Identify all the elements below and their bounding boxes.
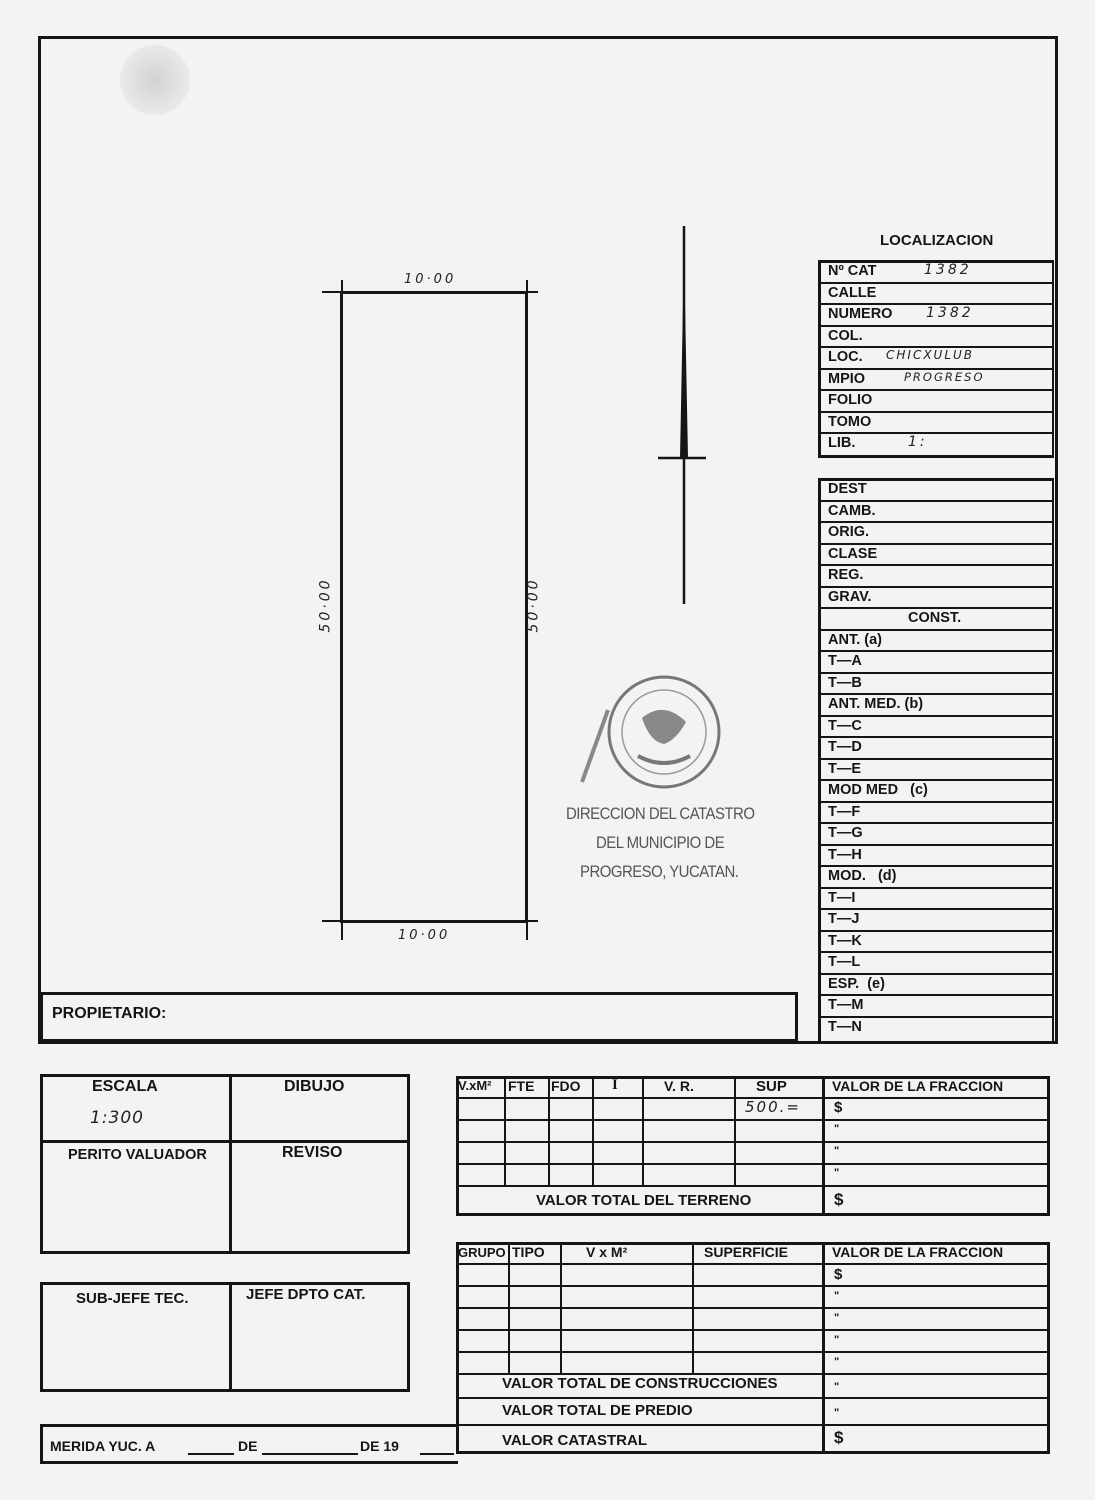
lot-outline	[340, 291, 528, 923]
field-camb[interactable]: CAMB.	[820, 502, 1052, 524]
lot-bottom-dimension: 10·00	[398, 928, 451, 943]
land-col-header: V. R.	[664, 1078, 694, 1094]
field-tomo[interactable]: TOMO	[820, 413, 1052, 435]
const-row[interactable]: T—E	[820, 760, 1052, 782]
const-row[interactable]: T—B	[820, 674, 1052, 696]
total-predio-mark: "	[834, 1407, 840, 1419]
land-col-header: V.xM²	[458, 1078, 492, 1093]
owner-label: PROPIETARIO:	[52, 1005, 167, 1022]
divider	[822, 1242, 825, 1454]
seal-icon	[572, 670, 742, 800]
stamp-line1: DIRECCION DEL CATASTRO	[566, 804, 755, 823]
divider	[456, 1141, 1050, 1143]
lot-left-ext	[341, 280, 343, 940]
total-predio-label: VALOR TOTAL DE PREDIO	[502, 1402, 693, 1419]
lot-bottom-ext	[322, 920, 538, 922]
divider	[548, 1076, 550, 1185]
const-row[interactable]: T—A	[820, 652, 1052, 674]
divider	[592, 1076, 594, 1185]
smudge-mark	[120, 45, 190, 115]
date-month-blank[interactable]	[262, 1453, 358, 1455]
localizacion-heading: LOCALIZACION	[880, 232, 994, 249]
const-col-header: TIPO	[512, 1244, 545, 1260]
const-row[interactable]: T—F	[820, 803, 1052, 825]
lot-top-ext	[322, 291, 538, 293]
field-loc-value: CHICXULUB	[886, 348, 975, 362]
escala-label: ESCALA	[92, 1078, 158, 1095]
stamp-line3: PROGRESO, YUCATAN.	[580, 862, 739, 881]
const-heading-row	[820, 609, 1052, 631]
perito-label: PERITO VALUADOR	[68, 1147, 207, 1163]
const-row[interactable]: ESP. (e)	[820, 975, 1052, 997]
reviso-label: REVISO	[282, 1144, 343, 1161]
divider	[456, 1329, 1050, 1331]
land-fraction-mark: "	[834, 1123, 840, 1135]
field-orig[interactable]: ORIG.	[820, 523, 1052, 545]
date-prefix: MERIDA YUC. A	[50, 1438, 156, 1454]
divider	[229, 1282, 232, 1392]
const-row[interactable]: T—I	[820, 889, 1052, 911]
date-de2: DE 19	[360, 1438, 399, 1454]
const-row[interactable]: T—N	[828, 1018, 862, 1035]
land-col-header: VALOR DE LA FRACCION	[832, 1078, 1004, 1094]
divider	[822, 1076, 825, 1216]
const-col-header: SUPERFICIE	[704, 1244, 789, 1260]
scale-signature-box	[40, 1074, 410, 1254]
field-cat-value: 1382	[924, 262, 972, 278]
land-col-header: FTE	[508, 1078, 535, 1094]
divider	[456, 1397, 1050, 1399]
subjefe-label: SUB-JEFE TEC.	[76, 1290, 189, 1307]
lot-left-dimension: 50·00	[317, 577, 334, 633]
field-reg[interactable]: REG.	[820, 566, 1052, 588]
divider	[560, 1242, 562, 1373]
const-row[interactable]: T—H	[820, 846, 1052, 868]
divider	[456, 1424, 1050, 1426]
escala-value: 1:300	[90, 1108, 144, 1128]
divider	[40, 1140, 410, 1143]
field-numero[interactable]: NUMERO 1382	[820, 305, 1052, 327]
divider	[456, 1285, 1050, 1287]
date-year-blank[interactable]	[420, 1453, 454, 1455]
jefe-label: JEFE DPTO CAT.	[246, 1286, 366, 1303]
divider	[456, 1307, 1050, 1309]
divider	[229, 1074, 232, 1254]
const-row[interactable]: T—D	[820, 738, 1052, 760]
const-col-header: GRUPO	[458, 1245, 506, 1260]
lot-right-dimension: 50·00	[525, 577, 542, 633]
land-col-header: FDO	[551, 1078, 581, 1094]
divider	[692, 1242, 694, 1373]
lot-top-dimension: 10·00	[404, 272, 457, 287]
land-col-header: I	[612, 1077, 618, 1093]
const-row[interactable]: T—M	[820, 996, 1052, 1018]
field-lib-value: 1:	[908, 434, 928, 450]
land-fraction-mark: "	[834, 1167, 840, 1179]
field-numero-value: 1382	[926, 305, 974, 321]
field-mpio[interactable]: MPIO PROGRESO	[820, 370, 1052, 392]
sup-value[interactable]: 500.=	[745, 1098, 801, 1116]
const-row[interactable]: ANT. (a)	[820, 631, 1052, 653]
valor-catastral-label: VALOR CATASTRAL	[502, 1432, 647, 1449]
const-fraction-mark: $	[834, 1266, 843, 1283]
const-fraction-mark: "	[834, 1312, 840, 1324]
north-arrow-icon	[650, 222, 710, 612]
const-fraction-mark: "	[834, 1290, 840, 1302]
stamp-line2: DEL MUNICIPIO DE	[596, 833, 725, 852]
const-row[interactable]: ANT. MED. (b)	[820, 695, 1052, 717]
field-dest[interactable]: DEST	[820, 480, 1052, 502]
const-row[interactable]: T—G	[820, 824, 1052, 846]
const-fraction-mark: "	[834, 1356, 840, 1368]
divider	[456, 1263, 1050, 1265]
divider	[456, 1351, 1050, 1353]
const-fraction-mark: "	[834, 1334, 840, 1346]
field-clase[interactable]: CLASE	[820, 545, 1052, 567]
field-mpio-value: PROGRESO	[904, 369, 985, 384]
const-row[interactable]: T—L	[820, 953, 1052, 975]
divider	[642, 1076, 644, 1185]
divider	[456, 1185, 1050, 1187]
valor-catastral-mark: $	[834, 1428, 844, 1447]
land-fraction-mark: "	[834, 1145, 840, 1157]
const-row[interactable]: T—K	[820, 932, 1052, 954]
total-constructions-label: VALOR TOTAL DE CONSTRUCCIONES	[502, 1375, 778, 1392]
divider	[456, 1163, 1050, 1165]
construction-table	[456, 1242, 1050, 1454]
const-heading: CONST.	[908, 610, 962, 626]
land-fraction-mark: $	[834, 1099, 843, 1116]
divider	[504, 1076, 506, 1185]
divider	[456, 1119, 1050, 1121]
date-de1: DE	[238, 1438, 258, 1454]
field-lib[interactable]: LIB. 1:	[828, 434, 928, 451]
land-total-mark: $	[834, 1190, 844, 1209]
date-day-blank[interactable]	[188, 1453, 234, 1455]
divider	[734, 1076, 736, 1185]
dibujo-label: DIBUJO	[284, 1078, 345, 1095]
const-row[interactable]: MOD. (d)	[820, 867, 1052, 889]
field-folio[interactable]: FOLIO	[820, 391, 1052, 413]
field-grav[interactable]: GRAV.	[820, 588, 1052, 610]
const-col-header: VALOR DE LA FRACCION	[832, 1244, 1004, 1260]
total-constructions-mark: "	[834, 1381, 840, 1393]
divider	[508, 1242, 510, 1373]
field-calle[interactable]: CALLE	[820, 284, 1052, 306]
const-row[interactable]: T—C	[820, 717, 1052, 739]
land-total-label: VALOR TOTAL DEL TERRENO	[536, 1192, 752, 1209]
field-cat[interactable]: Nº CAT 1382	[820, 262, 1052, 284]
const-col-header: V x M²	[586, 1244, 628, 1260]
const-row[interactable]: T—J	[820, 910, 1052, 932]
const-row[interactable]: MOD MED (c)	[820, 781, 1052, 803]
field-loc[interactable]: LOC. CHICXULUB	[820, 348, 1052, 370]
field-col[interactable]: COL.	[820, 327, 1052, 349]
land-col-header: SUP	[756, 1078, 787, 1095]
